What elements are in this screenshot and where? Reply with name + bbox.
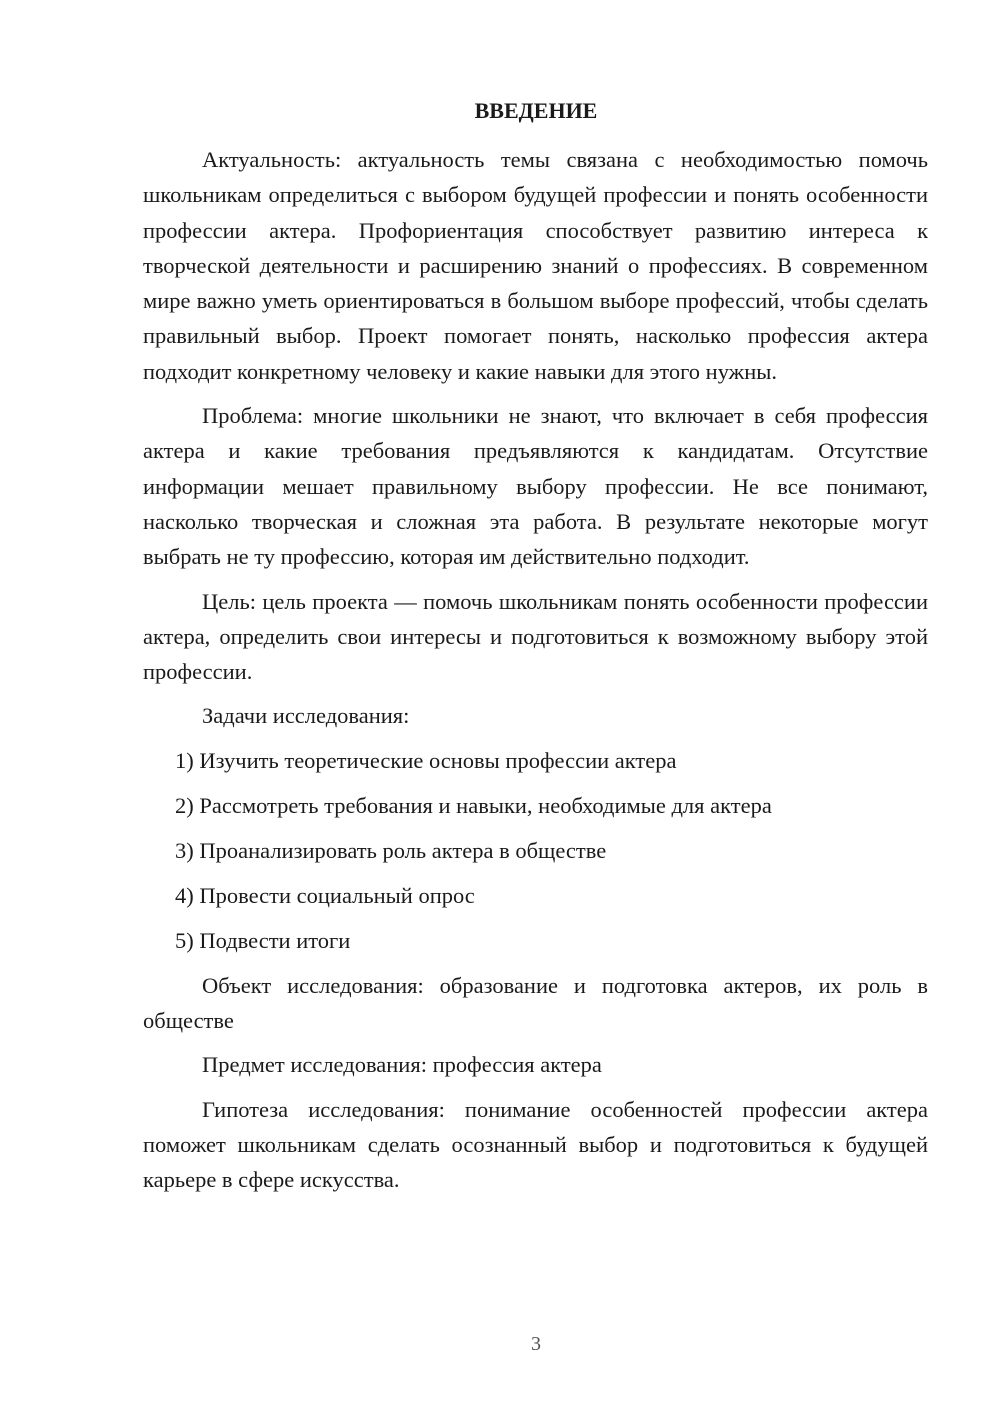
- body-text: [143, 142, 928, 1206]
- paragraph-subject: Предмет исследования: профессия актера: [202, 1052, 602, 1078]
- task-item-1: 1) Изучить теоретические основы профессии актера: [175, 747, 677, 773]
- paragraph-hypothesis: Гипотеза исследования: понимание особенностей профессии актера поможет школьникам сделать осознанный выбор и подготовиться к будущей карьере в сфере искусства.: [143, 1096, 928, 1193]
- paragraph-problem: Проблема: многие школьники не знают, что включает в себя профессия актера и какие требования предъявляются к кандидатам. Отсутствие информации мешает правильному выбору профессии. Не все понимают, насколько творческая и сложная эта работа. В результате некоторые могут выбрать не ту профессию, которая им действительно подходит.: [143, 403, 928, 570]
- page-number: 3: [531, 1333, 541, 1355]
- tasks-heading: Задачи исследования:: [202, 703, 410, 729]
- paragraph-goal: Цель: цель проекта — помочь школьникам понять особенности профессии актера, определить свои интересы и подготовиться к возможному выбору этой профессии.: [143, 588, 928, 685]
- task-item-4: 4) Провести социальный опрос: [175, 882, 475, 908]
- paragraph-relevance: Актуальность: актуальность темы связана с необходимостью помочь школьникам определиться с выбором будущей профессии и понять особенности профессии актера. Профориентация способствует развитию интереса к творческой деятельности и расширению знаний о профессиях. В современном мире важно уметь ориентироваться в большом выборе профессий, чтобы сделать правильный выбор. Проект помогает понять, насколько профессия актера подходит конкретному человеку и какие навыки для этого нужны.: [143, 147, 928, 384]
- page-title: ВВЕДЕНИЕ: [474, 98, 598, 123]
- task-item-2: 2) Рассмотреть требования и навыки, необходимые для актера: [175, 792, 772, 818]
- task-item-3: 3) Проанализировать роль актера в обществе: [175, 837, 607, 863]
- paragraph-object: Объект исследования: образование и подготовка актеров, их роль в обществе: [143, 972, 928, 1033]
- task-item-5: 5) Подвести итоги: [175, 927, 351, 953]
